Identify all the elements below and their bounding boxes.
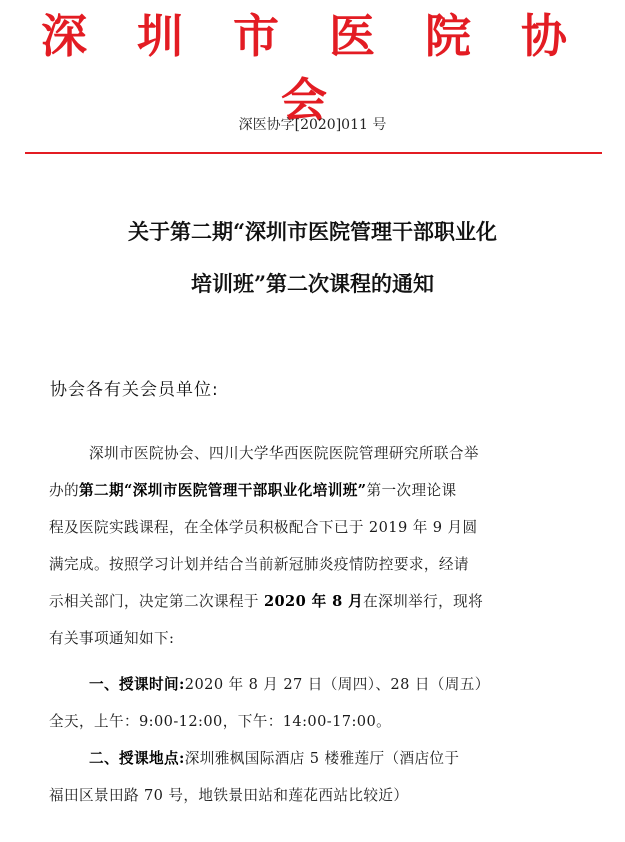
intro-paragraph xyxy=(49,435,559,657)
section-location-heading: 二、授课地点: xyxy=(89,750,185,767)
intro-line-2 xyxy=(49,472,559,509)
notice-title-line-1: 关于第二期“深圳市医院管理干部职业化 xyxy=(127,219,498,244)
notice-sections xyxy=(49,666,559,814)
section-time-line-1 xyxy=(49,666,559,703)
course-date-bold: 2020 年 8 月 xyxy=(263,593,364,610)
notice-title xyxy=(20,206,605,310)
salutation: 协会各有关会员单位: xyxy=(50,380,219,400)
section-location-line-2: 福田区景田路 70 号，地铁景田站和莲花西站比较近） xyxy=(49,787,409,804)
section-time-heading: 一、授课时间: xyxy=(89,676,185,693)
intro-line-4: 满完成。按照学习计划并结合当前新冠肺炎疫情防控要求，经请 xyxy=(49,556,469,573)
section-location-text: 深圳雅枫国际酒店 5 楼雅莲厅（酒店位于 xyxy=(184,750,460,767)
section-time-text: 2020 年 8 月 27 日（周四）、28 日（周五） xyxy=(184,676,490,693)
intro-line-2-text-a: 办的 xyxy=(49,482,79,499)
intro-line-5 xyxy=(49,583,559,620)
intro-line-1: 深圳市医院协会、四川大学华西医院医院管理研究所联合举 xyxy=(89,445,479,462)
document-number: 深医协字[2020]011 号 xyxy=(238,117,387,133)
section-location-line-1 xyxy=(49,740,559,777)
intro-line-3: 程及医院实践课程，在全体学员积极配合下已于 2019 年 9 月圆 xyxy=(49,519,478,536)
section-time-line-2: 全天，上午：9:00-12:00，下午：14:00-17:00。 xyxy=(49,713,392,730)
notice-title-line-2: 培训班”第二次课程的通知 xyxy=(190,271,435,296)
intro-line-5-text-b: 在深圳举行，现将 xyxy=(363,593,484,610)
intro-line-2-text-b: 第一次理论课 xyxy=(366,482,457,499)
course-name-bold: 第二期“深圳市医院管理干部职业化培训班” xyxy=(79,482,367,499)
red-divider-rule xyxy=(25,152,602,154)
intro-line-6: 有关事项通知如下: xyxy=(49,630,175,647)
intro-line-5-text-a: 示相关部门，决定第二次课程于 xyxy=(49,593,264,610)
masthead-title: 深 圳 市 医 院 协 会 xyxy=(40,9,585,127)
